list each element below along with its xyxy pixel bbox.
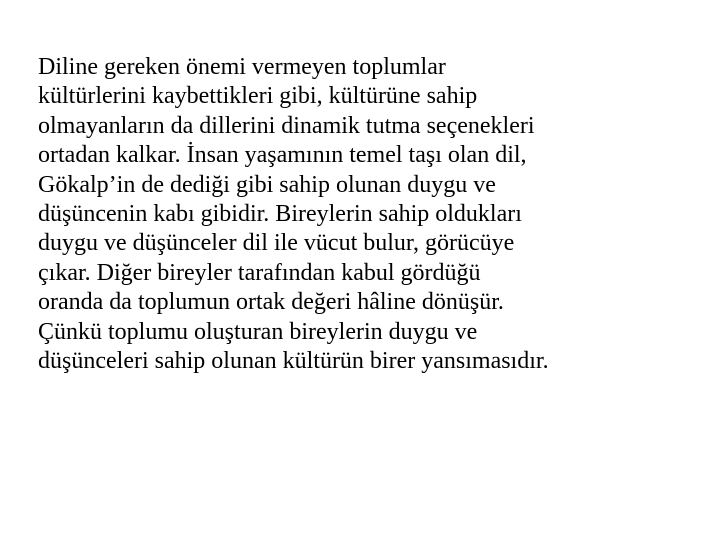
paragraph-line: çıkar. Diğer bireyler tarafından kabul gördüğü [38,259,481,286]
paragraph-line: Çünkü toplumu oluşturan bireylerin duygu ve [38,318,478,345]
paragraph-line: kültürlerini kaybettikleri gibi, kültürüne sahip [38,83,478,110]
paragraph-line: duygu ve düşünceler dil ile vücut bulur, görücüye [38,230,515,257]
paragraph-line: düşünceleri sahip olunan kültürün birer yansımasıdır. [38,348,549,375]
paragraph-line: düşüncenin kabı gibidir. Bireylerin sahip oldukları [38,201,522,228]
paragraph-line: ortadan kalkar. İnsan yaşamının temel taşı olan dil, [38,142,527,169]
paragraph-line: olmayanların da dillerini dinamik tutma seçenekleri [38,112,535,139]
paragraph-line: oranda da toplumun ortak değeri hâline dönüşür. [38,289,504,316]
paragraph-line: Gökalp’in de dediği gibi sahip olunan duygu ve [38,171,496,198]
paragraph-line: Diline gereken önemi vermeyen toplumlar [38,54,446,80]
body-paragraph [38,53,710,376]
